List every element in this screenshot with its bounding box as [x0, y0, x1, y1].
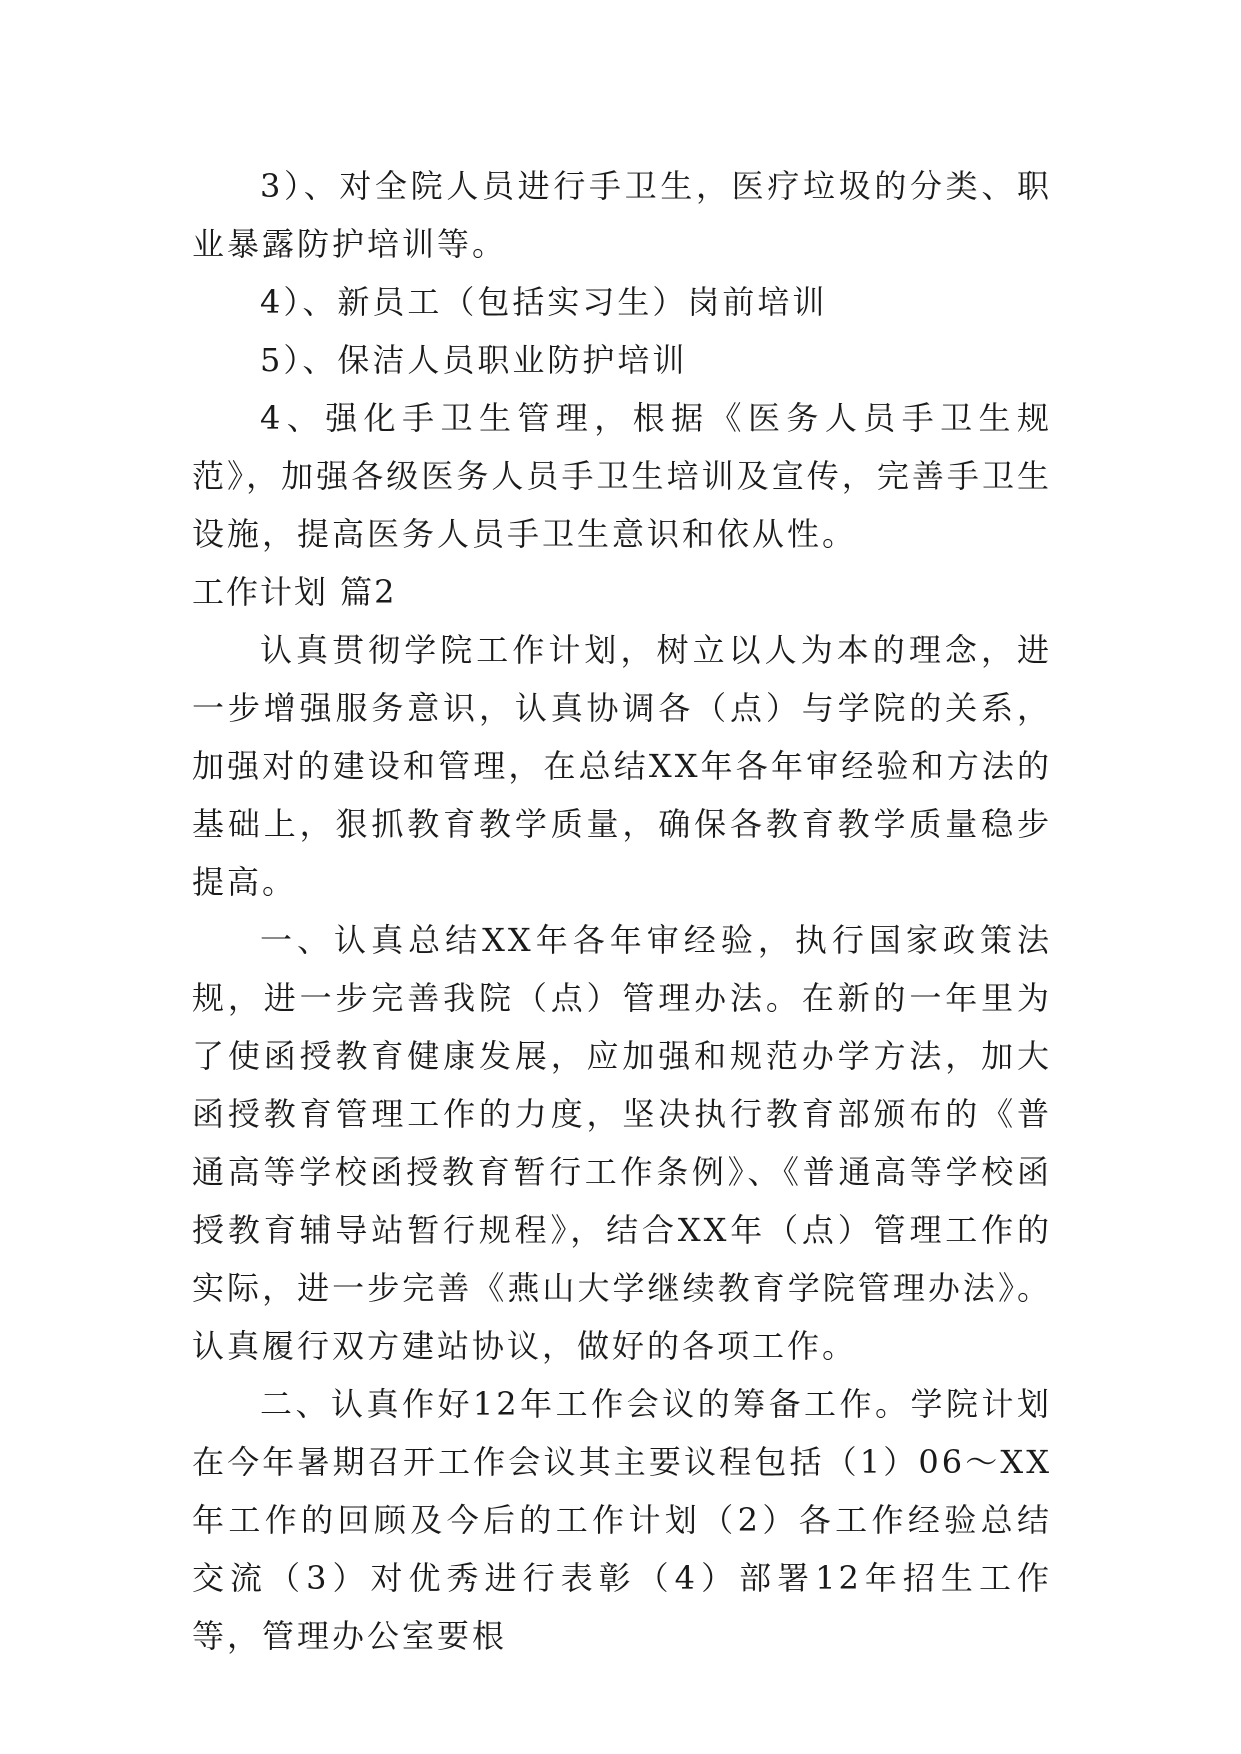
document-body — [192, 157, 1052, 1665]
section-heading: 工作计划 篇2 — [192, 573, 397, 611]
point-one-paragraph: 一、认真总结XX年各年审经验，执行国家政策法规，进一步完善我院（点）管理办法。在新的一年里为了使函授教育健康发展，应加强和规范办学方法，加大函授教育管理工作的力度，坚决执行教育部颁布的《普通高等学校函授教育暂行工作条例》、《普通高等学校函授教育辅导站暂行规程》，结合XX年（点）管理工作的实际，进一步完善《燕山大学继续教育学院管理办法》。认真履行双方建站协议，做好的各项工作。 — [192, 921, 1052, 1365]
intro-paragraph: 认真贯彻学院工作计划，树立以人为本的理念，进一步增强服务意识，认真协调各（点）与学院的关系，加强对的建设和管理，在总结XX年各年审经验和方法的基础上，狠抓教育教学质量，确保各教育教学质量稳步提高。 — [192, 631, 1052, 901]
point-two-paragraph: 二、认真作好12年工作会议的筹备工作。学院计划在今年暑期召开工作会议其主要议程包括（1）06～XX年工作的回顾及今后的工作计划（2）各工作经验总结交流（3）对优秀进行表彰（4）部署12年招生工作等，管理办公室要根 — [192, 1385, 1052, 1655]
list-item-5: 5）、保洁人员职业防护培训 — [260, 341, 688, 379]
list-item-3: 3）、对全院人员进行手卫生，医疗垃圾的分类、职业暴露防护培训等。 — [192, 167, 1052, 263]
hand-hygiene-paragraph: 4、强化手卫生管理，根据《医务人员手卫生规范》，加强各级医务人员手卫生培训及宣传，完善手卫生设施，提高医务人员手卫生意识和依从性。 — [192, 399, 1052, 553]
list-item-4: 4）、新员工（包括实习生）岗前培训 — [260, 283, 828, 321]
